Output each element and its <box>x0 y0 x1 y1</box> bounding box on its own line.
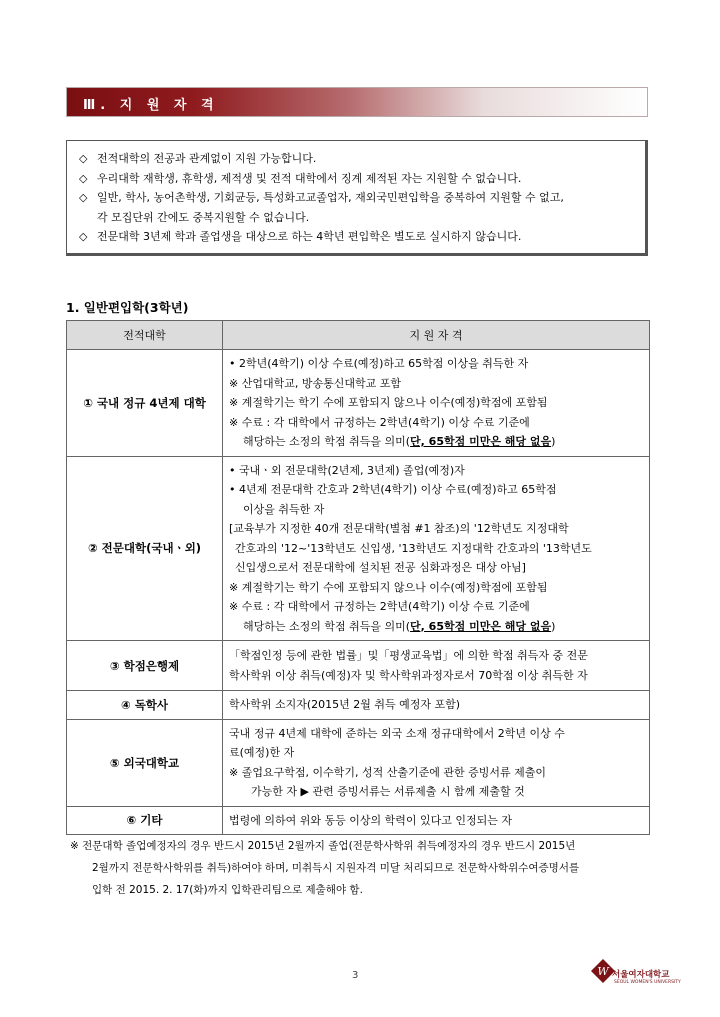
content-line: ※ 계절학기는 학기 수에 포함되지 않으나 이수(예정)학점에 포함됨 <box>229 580 548 594</box>
table-row <box>67 806 650 835</box>
notice-box <box>66 140 648 256</box>
footnote <box>70 835 650 901</box>
footnote-line: 2월까지 전문학사학위를 취득)하여야 하며, 미취득시 지원자격 미달 처리되므로 전문학사학위수여증명서를 <box>92 862 580 874</box>
content-line: • 2학년(4학기) 이상 수료(예정)하고 65학점 이상을 취득한 자 <box>229 357 529 370</box>
content-line: ※ 수료 : 각 대학에서 규정하는 2학년(4학기) 이상 수료 기준에 <box>229 415 530 429</box>
content-line: 「학점인정 등에 관한 법률」및「평생교육법」에 의한 학점 취득자 중 전문 <box>229 649 588 662</box>
content-line <box>229 432 645 452</box>
notice-text: 일반, 학사, 농어촌학생, 기회균등, 특성화고교졸업자, 재외국민편입학을 중복하여 지원할 수 없고, <box>97 191 564 204</box>
content-line: 국내 정규 4년제 대학에 준하는 외국 소재 정규대학에서 2학년 이상 수 <box>229 726 565 740</box>
column-header-eligibility: 지 원 자 격 <box>223 321 650 350</box>
content-line: 신입생으로서 전문대학에 설치된 전공 심화과정은 대상 아님] <box>235 561 526 574</box>
column-header-prior-school: 전적대학 <box>67 321 223 350</box>
content-line: 학사학위 소지자(2015년 2월 취득 예정자 포함) <box>229 698 461 711</box>
row-label: ③ 학점은행제 <box>67 641 223 691</box>
notice-text: 전적대학의 전공과 관계없이 지원 가능합니다. <box>97 152 317 165</box>
row-label: ⑤ 외국대학교 <box>67 719 223 806</box>
section-title: Ⅲ. 지 원 자 격 <box>83 98 219 113</box>
page-number: 3 <box>352 970 359 981</box>
diamond-bullet-icon: ◇ <box>79 191 88 204</box>
diamond-bullet-icon: ◇ <box>79 230 88 243</box>
table-row <box>67 641 650 691</box>
row-label: ① 국내 정규 4년제 대학 <box>67 350 223 457</box>
university-name-english: SEOUL WOMEN'S UNIVERSITY <box>614 980 681 985</box>
content-line: ※ 산업대학교, 방송통신대학교 포함 <box>229 376 401 390</box>
row-content <box>223 456 650 641</box>
university-name: 서울여자대학교 <box>612 970 670 980</box>
row-label: ④ 독학사 <box>67 691 223 720</box>
row-label: ⑥ 기타 <box>67 806 223 835</box>
eligibility-table <box>66 320 650 835</box>
content-line: ※ 계절학기는 학기 수에 포함되지 않으나 이수(예정)학점에 포함됨 <box>229 396 548 409</box>
row-label: ② 전문대학(국내ㆍ외) <box>67 456 223 641</box>
content-line: 법령에 의하여 위와 동등 이상의 학력이 있다고 인정되는 자 <box>229 813 512 827</box>
emphasis-text: 단, 65학점 미만은 해당 없음 <box>410 435 552 448</box>
row-content <box>223 719 650 806</box>
content-line <box>229 617 645 637</box>
notice-item <box>79 188 635 208</box>
subsection-title: 1. 일반편입학(3학년) <box>66 300 189 315</box>
content-line: ※ 졸업요구학점, 이수학기, 성적 산출기준에 관한 증빙서류 제출이 <box>229 765 546 779</box>
table-row <box>67 456 650 641</box>
footnote-line: 입학 전 2015. 2. 17(화)까지 입학관리팀으로 제출해야 함. <box>92 884 363 896</box>
table-row <box>67 691 650 720</box>
notice-item <box>79 149 635 169</box>
notice-text: 전문대학 3년제 학과 졸업생을 대상으로 하는 4학년 편입학은 별도로 실시하지 않습니다. <box>97 230 522 243</box>
notice-text-continued: 각 모집단위 간에도 중복지원할 수 없습니다. <box>97 210 310 224</box>
content-text: ) <box>551 435 556 448</box>
row-content <box>223 691 650 720</box>
content-line: ※ 수료 : 각 대학에서 규정하는 2학년(4학기) 이상 수료 기준에 <box>229 600 530 613</box>
emphasis-text: 단, 65학점 미만은 해당 없음 <box>410 619 552 633</box>
content-line: 료(예정)한 자 <box>229 746 295 759</box>
svg-text:W: W <box>597 965 609 978</box>
notice-item <box>79 169 635 189</box>
row-content <box>223 350 650 457</box>
content-text: 해당하는 소정의 학점 취득을 의미( <box>243 435 411 448</box>
content-line: 이상을 취득한 자 <box>243 502 325 516</box>
content-line: • 4년제 전문대학 간호과 2학년(4학기) 이상 수료(예정)하고 65학점 <box>229 483 557 496</box>
diamond-bullet-icon: ◇ <box>79 171 88 185</box>
table-row <box>67 350 650 457</box>
content-line: 학사학위 이상 취득(예정)자 및 학사학위과정자로서 70학점 이상 취득한 자 <box>229 668 588 682</box>
section-header-bar <box>66 87 648 117</box>
notice-text: 우리대학 재학생, 휴학생, 제적생 및 전적 대학에서 징계 제적된 자는 지원할 수 없습니다. <box>97 171 522 185</box>
notice-item <box>79 227 635 247</box>
content-line: • 국내ㆍ외 전문대학(2년제, 3년제) 졸업(예정)자 <box>229 463 465 477</box>
footnote-line: ※ 전문대학 졸업예정자의 경우 반드시 2015년 2월까지 졸업(전문학사학위 취득예정자의 경우 반드시 2015년 <box>70 840 576 852</box>
content-text: 해당하는 소정의 학점 취득을 의미( <box>243 619 411 633</box>
content-text: ) <box>551 619 556 633</box>
row-content <box>223 806 650 835</box>
diamond-bullet-icon: ◇ <box>79 152 88 165</box>
table-header-row <box>67 321 650 350</box>
content-line: 가능한 자 ▶ 관련 증빙서류는 서류제출 시 함께 제출할 것 <box>251 785 525 798</box>
university-logo <box>582 958 692 992</box>
content-line: [교육부가 지정한 40개 전문대학(별첨 #1 참조)의 '12학년도 지정대학 <box>229 522 569 535</box>
table-row <box>67 719 650 806</box>
content-line: 간호과의 '12~'13학년도 신입생, '13학년도 지정대학 간호과의 '13학년도 <box>235 541 592 555</box>
row-content <box>223 641 650 691</box>
